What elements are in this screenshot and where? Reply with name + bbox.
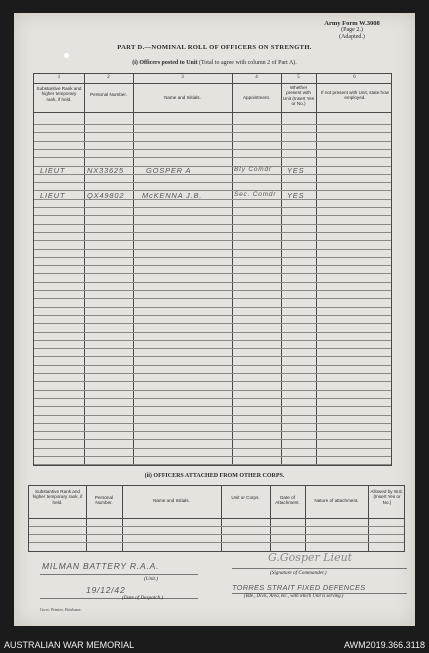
column-header-rank: Substantive Rank and higher temporary rank, if held. bbox=[32, 489, 83, 505]
commander-signature: G.Gosper Lieut bbox=[268, 551, 353, 564]
row-line bbox=[34, 373, 391, 374]
row-line bbox=[34, 282, 391, 283]
cell-present: YES bbox=[287, 166, 305, 175]
row-line bbox=[34, 232, 391, 233]
date-caption: (Date of Despatch.) bbox=[122, 595, 164, 601]
cell-name: McKENNA J.B. bbox=[142, 191, 203, 200]
column-header-allowed: Allowed by W.E. (Insert Yes or No.) bbox=[370, 489, 404, 505]
row-line bbox=[34, 257, 391, 258]
row-line bbox=[34, 157, 391, 158]
page-label: (Page 2.) bbox=[341, 27, 363, 33]
row-line bbox=[34, 431, 391, 432]
unit-line bbox=[40, 574, 198, 575]
column-number: 6 bbox=[353, 75, 356, 80]
section-title bbox=[14, 60, 415, 66]
archive-reference: AWM2019.366.3118 bbox=[343, 640, 425, 650]
row-line bbox=[34, 365, 391, 366]
cell-name: GOSPER A bbox=[146, 166, 192, 175]
printer-imprint: Govt. Printer, Brisbane. bbox=[40, 607, 82, 612]
column-header-present: Whether present with Unit (Insert Yes or No.) bbox=[282, 85, 315, 107]
officers-attached-table bbox=[28, 485, 405, 552]
column-header-nature: Nature of attachment. bbox=[314, 498, 359, 503]
cell-present: YES bbox=[287, 191, 305, 200]
form-page bbox=[14, 13, 415, 626]
column-header-number: Personal Number. bbox=[94, 495, 114, 506]
row-line bbox=[34, 298, 391, 299]
row-line bbox=[34, 356, 391, 357]
column-number: 3 bbox=[181, 75, 184, 80]
row-line bbox=[34, 381, 391, 382]
column-header-appointment: Appointment. bbox=[242, 95, 271, 100]
form-identifier bbox=[307, 20, 397, 41]
cell-number: QX49802 bbox=[87, 191, 125, 200]
row-line bbox=[34, 398, 391, 399]
signature-line bbox=[232, 568, 407, 569]
row-line bbox=[34, 390, 391, 391]
column-header-date: Date of Attachment. bbox=[275, 495, 300, 506]
row-line bbox=[34, 448, 391, 449]
column-header-rank: Substantive Rank and higher temporary rank, if held. bbox=[36, 86, 82, 102]
row-line bbox=[34, 323, 391, 324]
row-line bbox=[34, 240, 391, 241]
row-line bbox=[34, 290, 391, 291]
row-line bbox=[34, 348, 391, 349]
row-line bbox=[34, 273, 391, 274]
column-number: 2 bbox=[107, 75, 110, 80]
row-line bbox=[34, 406, 391, 407]
row-line bbox=[34, 439, 391, 440]
row-line bbox=[29, 542, 404, 543]
row-line bbox=[34, 464, 391, 465]
cell-number: NX33625 bbox=[87, 166, 124, 175]
row-line bbox=[34, 182, 391, 183]
row-line bbox=[34, 415, 391, 416]
date-value: 19/12/42 bbox=[86, 585, 126, 595]
column-number: 1 bbox=[57, 75, 61, 80]
archive-caption: AUSTRALIAN WAR MEMORIAL bbox=[4, 640, 135, 650]
row-line bbox=[34, 132, 391, 133]
signature-caption: (Signature of Commander.) bbox=[270, 570, 327, 576]
section-note: (Total to agree with column 2 of Part A). bbox=[199, 60, 297, 66]
unit-value: MILMAN BATTERY R.A.A. bbox=[42, 561, 160, 571]
header-divider bbox=[29, 518, 404, 519]
row-line bbox=[34, 224, 391, 225]
form-number: Army Form W.3008 bbox=[324, 20, 380, 27]
row-line bbox=[34, 141, 391, 142]
part-title: PART D.—NOMINAL ROLL OF OFFICERS ON STRENGTH. bbox=[117, 44, 312, 51]
formation-value: TORRES STRAIT FIXED DEFENCES bbox=[232, 583, 366, 592]
row-line bbox=[34, 332, 391, 333]
unit-caption: (Unit.) bbox=[144, 576, 158, 582]
row-line bbox=[34, 124, 391, 125]
column-number: 5 bbox=[297, 75, 300, 80]
column-header-number: Personal Number. bbox=[90, 92, 127, 97]
row-line bbox=[34, 215, 391, 216]
cell-appointment: Sec. Comdr bbox=[234, 191, 277, 198]
row-line bbox=[34, 265, 391, 266]
cell-rank: LIEUT bbox=[40, 166, 66, 175]
row-line bbox=[34, 315, 391, 316]
row-line bbox=[34, 423, 391, 424]
row-line bbox=[34, 249, 391, 250]
cell-appointment: Bty Comdr bbox=[234, 166, 272, 173]
cell-rank: LIEUT bbox=[40, 191, 66, 200]
row-line bbox=[34, 207, 391, 208]
row-line bbox=[34, 456, 391, 457]
header-divider bbox=[34, 83, 391, 84]
attached-officers-title: (ii) OFFICERS ATTACHED FROM OTHER CORPS. bbox=[144, 473, 285, 479]
row-line bbox=[34, 149, 391, 150]
section-label: (i) Officers posted to Unit bbox=[132, 60, 198, 66]
date-line bbox=[40, 598, 198, 599]
column-header-unit: Unit or Corps. bbox=[231, 495, 260, 500]
row-line bbox=[29, 534, 404, 535]
column-number: 4 bbox=[255, 75, 258, 80]
row-line bbox=[29, 526, 404, 527]
header-divider bbox=[34, 112, 391, 113]
column-header-employed: If not present with Unit, state how employed. bbox=[321, 90, 389, 101]
adapted-label: (Adapted.) bbox=[339, 34, 365, 40]
row-line bbox=[34, 307, 391, 308]
column-header-name: Name and Initials. bbox=[164, 95, 201, 100]
punch-hole bbox=[64, 53, 69, 58]
column-header-name: Name and Initials. bbox=[153, 498, 190, 503]
officers-posted-table bbox=[33, 73, 392, 466]
row-line bbox=[34, 340, 391, 341]
formation-caption: (Bde., Divn., Area, etc., with which Unit is serving.) bbox=[244, 594, 344, 599]
